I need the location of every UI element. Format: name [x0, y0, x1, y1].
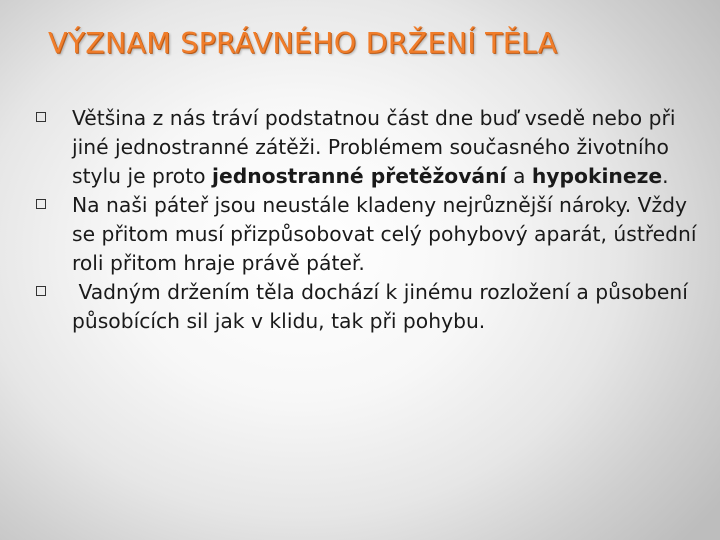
bullet-list [36, 104, 706, 336]
bullet-text: Vadným držením těla dochází k jinému rozložení a působení působících sil jak v klidu, tak při pohybu. [72, 280, 695, 333]
bullet-text-part: a [506, 164, 532, 188]
bullet-item-2 [36, 191, 706, 278]
bullet-text: Na naši páteř jsou neustále kladeny nejrůznější nároky. Vždy se přitom musí přizpůsobovat celý pohybový aparát, ústřední roli přitom hraje právě páteř. [72, 193, 697, 275]
bullet-bold-text: jednostranné přetěžování [212, 164, 507, 188]
slide-title: VÝZNAM SPRÁVNÉHO DRŽENÍ TĚLA [48, 27, 558, 60]
bullet-text-part: Většina z nás tráví podstatnou část dne buď vsedě nebo při jiné jednostranné zátěži. Problémem současného životního stylu je proto [72, 106, 676, 188]
bullet-text-part: . [662, 164, 669, 188]
bullet-item-3 [36, 278, 706, 336]
hollow-square-bullet-icon [36, 199, 46, 209]
hollow-square-bullet-icon [36, 112, 46, 122]
bullet-bold-text: hypokineze [531, 164, 663, 188]
hollow-square-bullet-icon [36, 286, 46, 296]
bullet-item-1 [36, 104, 706, 191]
